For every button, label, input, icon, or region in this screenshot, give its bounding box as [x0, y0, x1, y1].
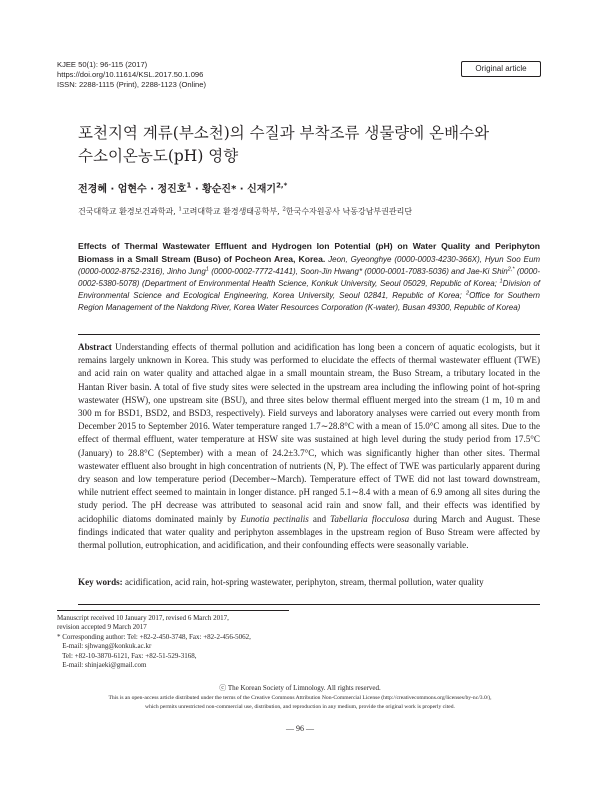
abstract-bottom-rule	[78, 604, 540, 605]
author-superscript-1: 1	[186, 181, 192, 190]
abstract-text-a: Understanding effects of thermal pollution and acidification has long been a concern of aquatic ecologists, but it remains largely unknown in Korea. This study was performed to elucidate the effects of thermal wastewater effluent (TWE) and acid rain on water quality and attached algae in a small mountain stream, the Buso Stream, a tributary located in the Hantan River basin. A total of five study sites were selected in the upstream area including the inflowing point of hot-spring wastewater (HSW), one upstream site (BSU), and three sites below thermal effluent merged into the stream (1 m, 10 m and 300 m for BSD1, BSD2, and BSD3, respectively). Field surveys and laboratory analyses were carried out every month from December 2015 to September 2016. Water temperature ranged 1.7∼28.8°C with a mean of 15.0°C among all sites. Due to the effect of thermal effluent, water temperature at HSW site was sustained at high level during the study period from 17.5°C (January) to 28.8°C (September) with a mean of 24.2±3.7°C, which was significantly higher than other sites. Thermal wastewater effluent also brought in high concentration of nutrients (N, P). The effect of TWE was particularly apparent during dry season and low temperature period (December∼March). Temperature effect of TWE did not last toward downstream, while nutrient effect seemed to maintain in longer distance. pH ranged 5.1∼8.4 with a mean of 6.9 among all sites during the study period. The pH decrease was attributed to seasonal acid rain and snow fall, and their effects was identified by acidophilic diatoms dominated mainly by	[78, 342, 540, 524]
korean-title-line-1: 포천지역 계류(부소천)의 수질과 부착조류 생물량에 온배수와	[78, 124, 490, 142]
footnote-line: Manuscript received 10 January 2017, revised 6 March 2017,	[57, 614, 229, 622]
korean-affiliations	[78, 206, 412, 217]
license-line-1: This is an open-access article distributed under the terms of the Creative Commons Attribution Non-Commercial License (http://creativecommons.org/licenses/by-nc/3.0/),	[108, 695, 492, 701]
english-authors-d: Division of Environmental Science and Ecological Engineering, Korea University, Seoul 02841, Republic of Korea;	[78, 279, 540, 300]
authors-part-b: · 황순진* · 신재기	[191, 184, 277, 195]
korean-authors	[78, 181, 288, 196]
english-title: Effects of Thermal Wastewater Effluent and Hydrogen Ion Potential (pH) on Water Quality and Periphyton Biomass in a Small Stream (Buso) of Pocheon Area, Korea.	[78, 241, 540, 264]
affiliation-c: 한국수자원공사 낙동강남부권관리단	[285, 207, 413, 216]
english-sup-3: 1	[499, 278, 503, 285]
korean-title	[78, 122, 538, 168]
license-line-2: which permits unrestricted non-commercial use, distribution, and reproduction in any medium, provide the original work is properly cited.	[145, 703, 455, 710]
affiliation-a: 건국대학교 환경보건과학과,	[78, 207, 179, 216]
abstract	[78, 341, 540, 552]
affiliation-b: 고려대학교 환경생태공학부,	[181, 207, 283, 216]
affiliation-superscript-2: 2	[282, 206, 286, 213]
english-citation-block	[78, 240, 540, 314]
article-type-badge: Original article	[461, 61, 541, 77]
abstract-text-b: during March and August. These findings indicated that water quality and periphyton assemblages in the upstream region of Buso Stream were affected by thermal pollution, eutrophication, and acidification, and their confounding effects were seasonally variable.	[78, 513, 540, 551]
footnote-email-2[interactable]: E-mail: shinjaeki@gmail.com	[57, 661, 147, 670]
footnote-line: * Corresponding author: Tel: +82-2-450-3748, Fax: +82-2-456-5062,	[57, 632, 251, 641]
doi-link[interactable]: https://doi.org/10.11614/KSL.2017.50.1.096	[57, 70, 204, 79]
english-authors-b: (0000-0002-7772-4141), Soon-Jin Hwang* (0000-0001-7083-5036) and Jae-Ki Shin	[208, 267, 508, 276]
footnotes	[57, 614, 251, 670]
keywords-label: Key words:	[78, 577, 123, 587]
english-sup-1: 1	[205, 266, 209, 273]
journal-meta	[57, 60, 206, 90]
page-number: — 96 —	[286, 724, 314, 733]
footnote-email-1[interactable]: E-mail: sjhwang@konkuk.ac.kr	[57, 642, 152, 651]
footnote-line: Tel: +82-10-3870-6121, Fax: +82-51-529-3168,	[57, 651, 197, 660]
english-sup-4: 2	[465, 290, 470, 297]
keywords	[78, 576, 540, 588]
species-name-2: Tabellaria flocculosa	[330, 513, 410, 524]
english-authors-a: Jeon, Gyeonghye (0000-0003-4230-366X), Hyun Soo Eum (0000-0002-8752-2316), Jinho Jung	[78, 255, 540, 276]
species-name-1: Eunotia pectinalis	[240, 513, 309, 524]
author-superscript-2: 2,*	[276, 181, 288, 190]
footnote-line: revision accepted 9 March 2017	[57, 623, 147, 632]
issn: ISSN: 2288-1115 (Print), 2288-1123 (Online)	[57, 80, 207, 89]
english-sup-2: 2,*	[507, 266, 515, 273]
abstract-label: Abstract	[78, 342, 112, 352]
authors-part-a: 전경혜 · 엄현수 · 정진호	[78, 184, 187, 195]
journal-citation: KJEE 50(1): 96-115 (2017)	[57, 60, 148, 69]
affiliation-superscript-1: 1	[178, 206, 182, 213]
english-authors-e: Office for Southern Region Management of the Nakdong River, Korea Water Resources Corporation (K-water), Busan 49300, Republic of Korea)	[78, 291, 540, 312]
abstract-top-rule	[78, 334, 540, 335]
license-notice	[30, 694, 570, 711]
english-authors-c: (0000-0002-5380-5078) (Department of Environmental Health Science, Konkuk University, Seoul 05029, Republic of Korea;	[78, 267, 541, 288]
abstract-and: and	[308, 513, 331, 524]
footnote-rule	[57, 610, 289, 611]
korean-title-line-2: 수소이온농도(pH) 영향	[78, 147, 239, 165]
copyright-notice: ⓒ The Korean Society of Limnology. All rights reserved.	[219, 684, 381, 692]
keywords-text: acidification, acid rain, hot-spring wastewater, periphyton, stream, thermal pollution, water quality	[125, 577, 484, 587]
